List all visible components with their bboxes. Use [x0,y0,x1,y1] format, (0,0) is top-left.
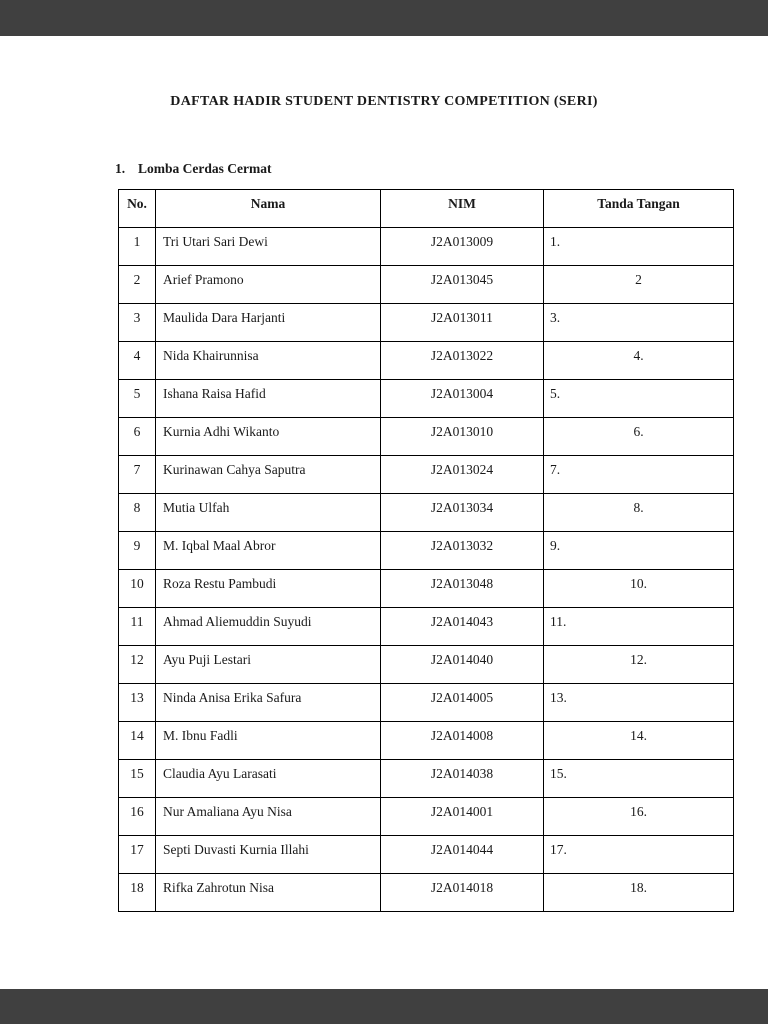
table-row [119,380,734,418]
column-header-tanda-tangan: Tanda Tangan [544,190,734,228]
cell-nama: Ninda Anisa Erika Safura [156,684,381,722]
table-row [119,646,734,684]
table-row [119,228,734,266]
table-row [119,760,734,798]
table-row [119,836,734,874]
cell-nama: Ishana Raisa Hafid [156,380,381,418]
cell-tanda: 2 [544,266,734,304]
cell-no: 12 [119,646,156,684]
cell-tanda: 18. [544,874,734,912]
cell-nim: J2A014008 [381,722,544,760]
cell-tanda: 16. [544,798,734,836]
cell-tanda: 11. [544,608,734,646]
cell-nama: Nida Khairunnisa [156,342,381,380]
cell-nim: J2A013034 [381,494,544,532]
cell-no: 11 [119,608,156,646]
cell-nim: J2A013048 [381,570,544,608]
cell-nama: Mutia Ulfah [156,494,381,532]
document-title: DAFTAR HADIR STUDENT DENTISTRY COMPETITION (SERI) [170,94,598,109]
cell-nama: Kurnia Adhi Wikanto [156,418,381,456]
cell-nama: Claudia Ayu Larasati [156,760,381,798]
table-row [119,456,734,494]
cell-no: 5 [119,380,156,418]
cell-nama: M. Iqbal Maal Abror [156,532,381,570]
table-row [119,874,734,912]
cell-nama: Rifka Zahrotun Nisa [156,874,381,912]
cell-nim: J2A013004 [381,380,544,418]
table-row [119,418,734,456]
cell-nim: J2A013022 [381,342,544,380]
cell-no: 1 [119,228,156,266]
cell-nim: J2A013024 [381,456,544,494]
cell-tanda: 1. [544,228,734,266]
table-row [119,532,734,570]
table-row [119,570,734,608]
cell-nim: J2A014044 [381,836,544,874]
cell-no: 18 [119,874,156,912]
cell-nim: J2A013045 [381,266,544,304]
cell-tanda: 7. [544,456,734,494]
table-row [119,304,734,342]
cell-no: 2 [119,266,156,304]
cell-nim: J2A013011 [381,304,544,342]
cell-nim: J2A014005 [381,684,544,722]
cell-tanda: 4. [544,342,734,380]
cell-no: 9 [119,532,156,570]
viewer-bottom-bar [0,989,768,1024]
cell-nama: Arief Pramono [156,266,381,304]
table-row [119,342,734,380]
section-title: Lomba Cerdas Cermat [138,161,272,176]
cell-tanda: 14. [544,722,734,760]
cell-tanda: 6. [544,418,734,456]
cell-nama: Septi Duvasti Kurnia Illahi [156,836,381,874]
cell-no: 14 [119,722,156,760]
cell-nim: J2A014018 [381,874,544,912]
cell-no: 3 [119,304,156,342]
cell-no: 6 [119,418,156,456]
section-heading [115,161,271,177]
viewer-top-bar [0,0,768,36]
cell-no: 15 [119,760,156,798]
column-header-nama: Nama [156,190,381,228]
table-header [119,190,734,228]
cell-no: 10 [119,570,156,608]
table-row [119,722,734,760]
cell-tanda: 12. [544,646,734,684]
cell-no: 8 [119,494,156,532]
cell-tanda: 15. [544,760,734,798]
cell-no: 13 [119,684,156,722]
table-row [119,266,734,304]
cell-no: 16 [119,798,156,836]
cell-nama: Kurinawan Cahya Saputra [156,456,381,494]
cell-tanda: 5. [544,380,734,418]
cell-tanda: 3. [544,304,734,342]
cell-no: 4 [119,342,156,380]
attendance-table [118,189,734,912]
table-header-row [119,190,734,228]
document-page [0,36,768,989]
table-row [119,494,734,532]
column-header-no: No. [119,190,156,228]
cell-nim: J2A014038 [381,760,544,798]
cell-nim: J2A013032 [381,532,544,570]
column-header-nim: NIM [381,190,544,228]
cell-nama: Nur Amaliana Ayu Nisa [156,798,381,836]
table-row [119,608,734,646]
cell-no: 17 [119,836,156,874]
table-body [119,228,734,912]
cell-nama: Tri Utari Sari Dewi [156,228,381,266]
cell-nim: J2A013009 [381,228,544,266]
cell-nama: Roza Restu Pambudi [156,570,381,608]
cell-no: 7 [119,456,156,494]
cell-nim: J2A014001 [381,798,544,836]
cell-nim: J2A014043 [381,608,544,646]
table-row [119,798,734,836]
cell-nim: J2A013010 [381,418,544,456]
cell-nim: J2A014040 [381,646,544,684]
cell-nama: Ahmad Aliemuddin Suyudi [156,608,381,646]
cell-tanda: 13. [544,684,734,722]
section-number: 1. [115,161,126,176]
cell-tanda: 10. [544,570,734,608]
cell-tanda: 9. [544,532,734,570]
cell-nama: Maulida Dara Harjanti [156,304,381,342]
cell-nama: M. Ibnu Fadli [156,722,381,760]
cell-tanda: 17. [544,836,734,874]
table-row [119,684,734,722]
cell-tanda: 8. [544,494,734,532]
cell-nama: Ayu Puji Lestari [156,646,381,684]
